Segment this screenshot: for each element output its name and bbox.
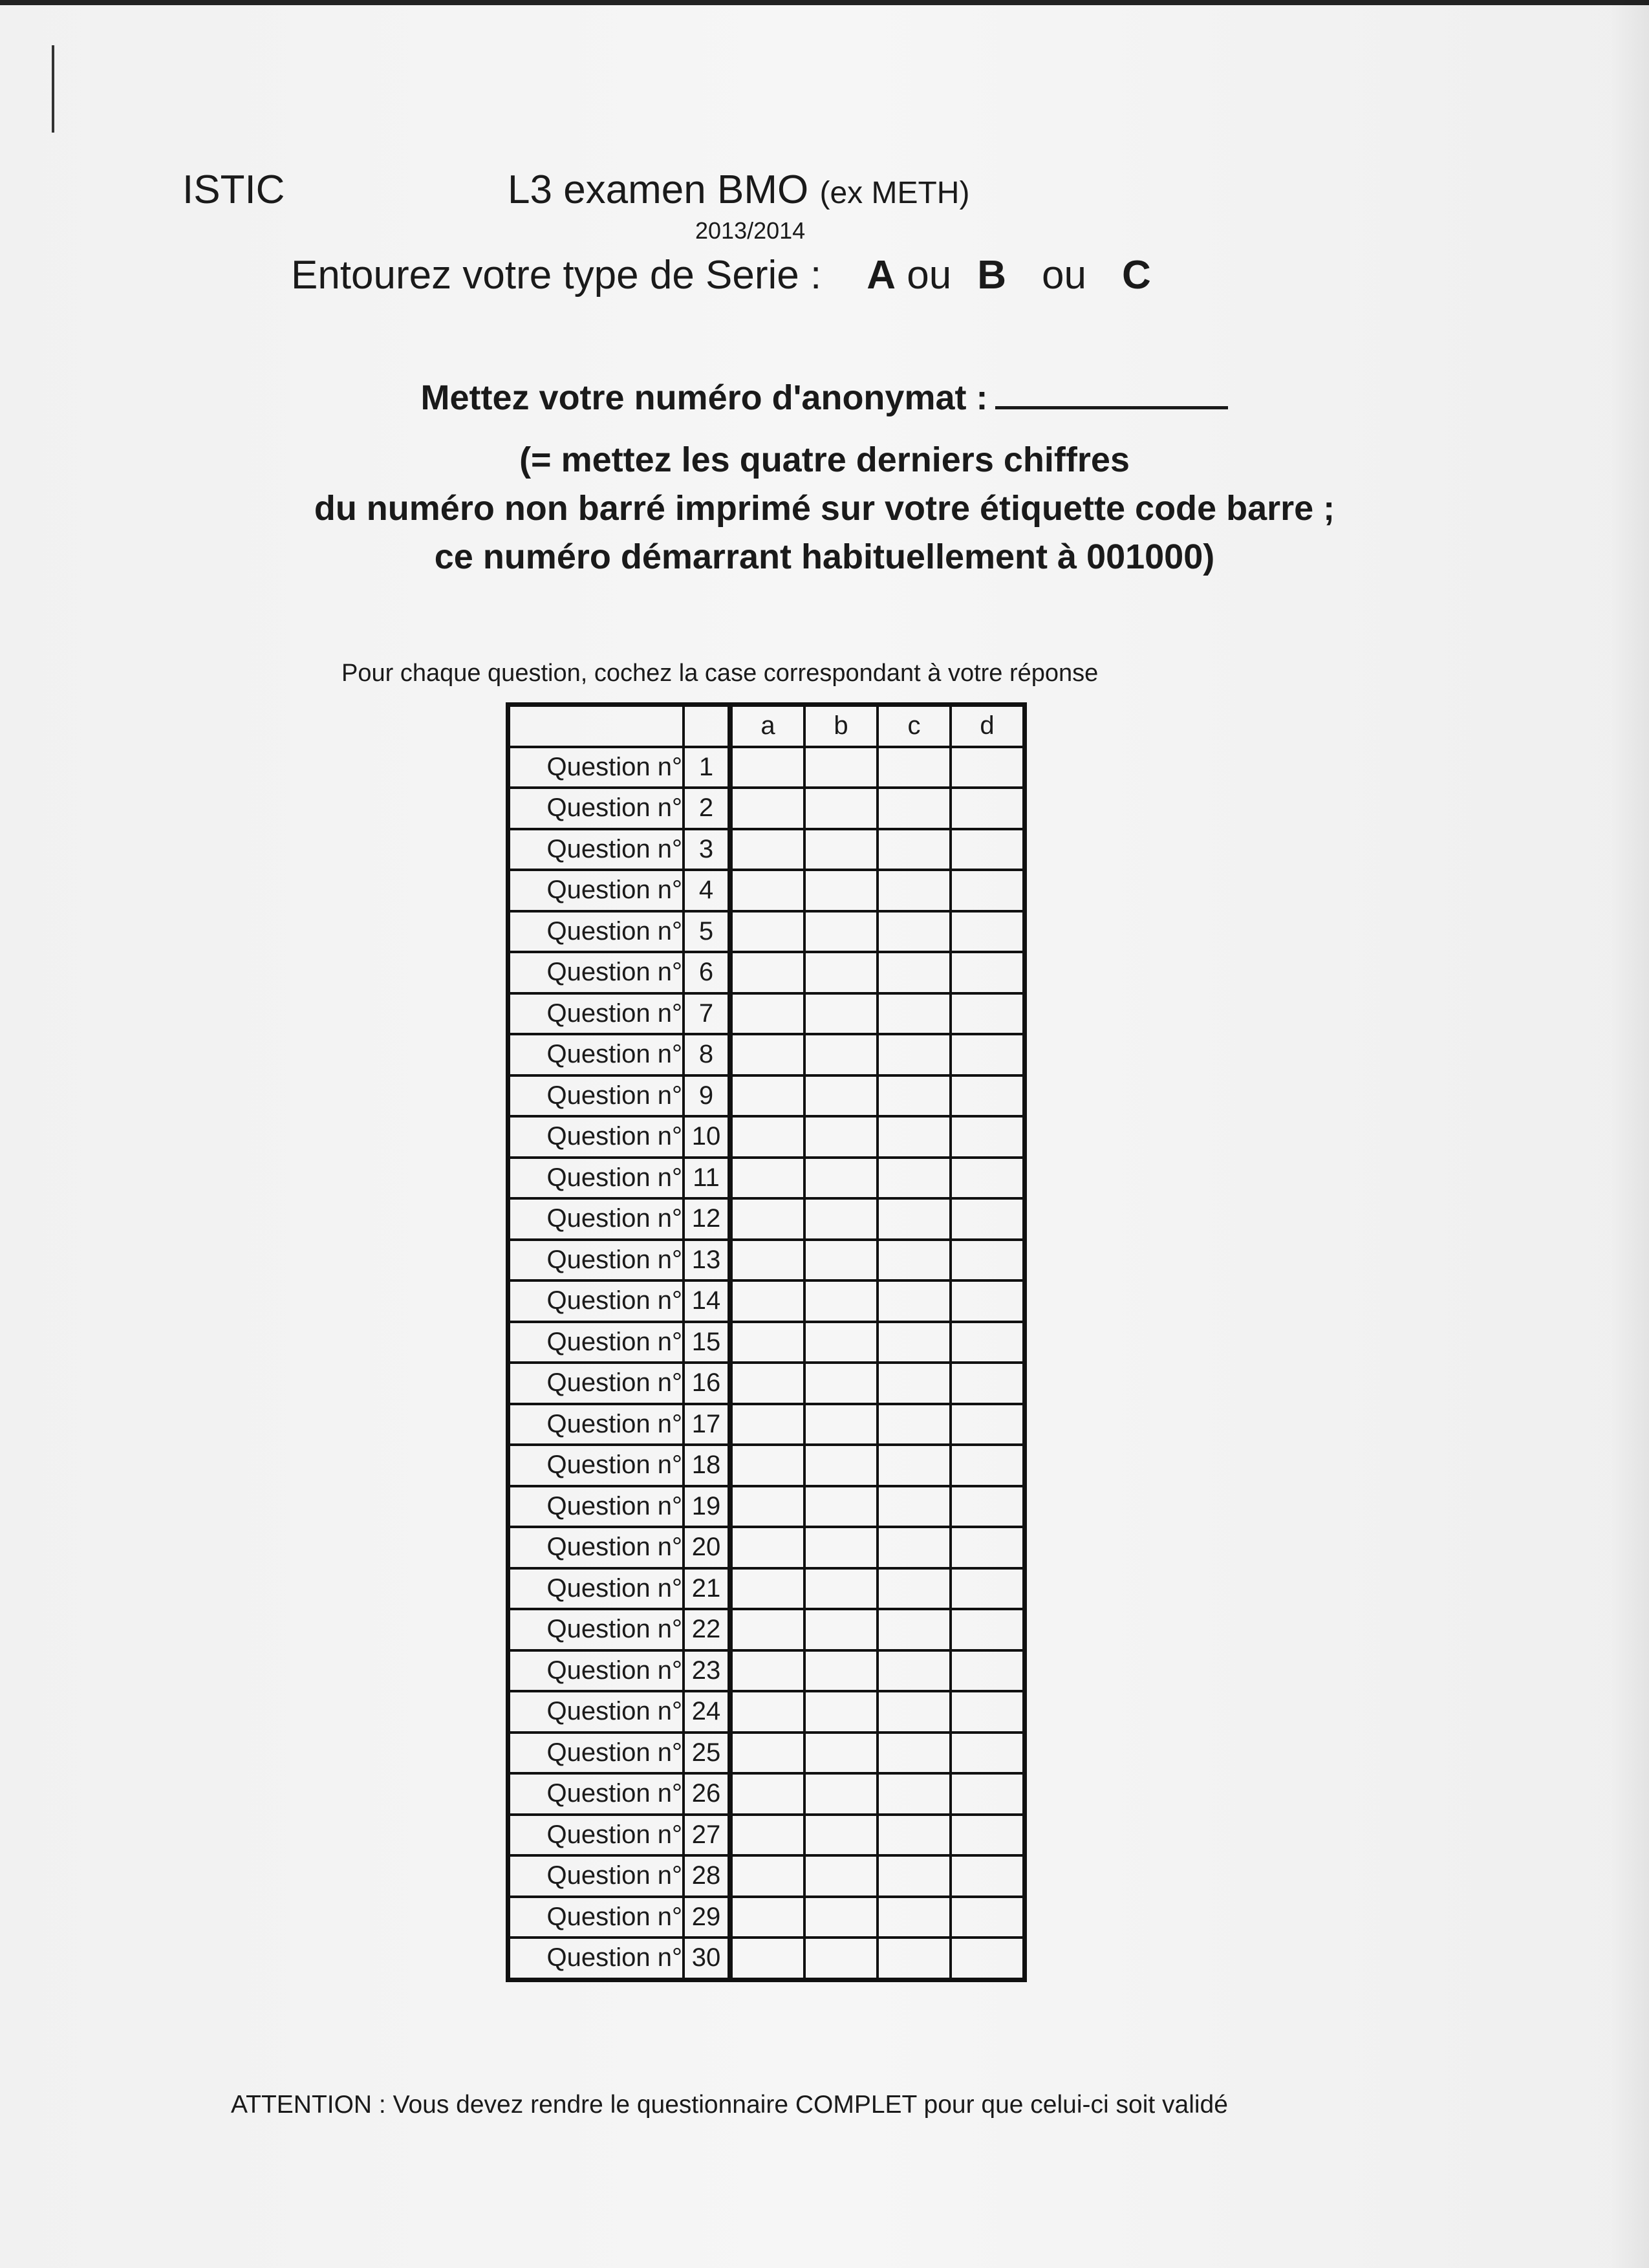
answer-checkbox-b[interactable] bbox=[804, 747, 878, 788]
question-number: 10 bbox=[684, 1116, 730, 1158]
question-label: Question n° bbox=[508, 1445, 684, 1486]
answer-checkbox-a[interactable] bbox=[730, 1733, 804, 1774]
question-number: 18 bbox=[684, 1445, 730, 1486]
question-number: 19 bbox=[684, 1486, 730, 1528]
question-label: Question n° bbox=[508, 788, 684, 829]
answer-checkbox-c[interactable] bbox=[878, 1609, 951, 1650]
question-label: Question n° bbox=[508, 1363, 684, 1404]
answer-checkbox-c[interactable] bbox=[878, 993, 951, 1035]
answer-checkbox-b[interactable] bbox=[804, 911, 878, 953]
column-a-header: a bbox=[730, 705, 804, 747]
anonymat-prompt: Mettez votre numéro d'anonymat : bbox=[420, 378, 988, 417]
answer-checkbox-b[interactable] bbox=[804, 1486, 878, 1528]
exam-title bbox=[508, 167, 969, 213]
answer-checkbox-c[interactable] bbox=[878, 829, 951, 870]
answer-checkbox-a[interactable] bbox=[730, 1527, 804, 1568]
column-c-header: c bbox=[878, 705, 951, 747]
anonymat-field bbox=[0, 375, 1649, 418]
anonymat-input-line[interactable] bbox=[995, 375, 1228, 409]
answer-checkbox-d[interactable] bbox=[951, 829, 1025, 870]
question-label: Question n° bbox=[508, 952, 684, 993]
answer-checkbox-d[interactable] bbox=[951, 1404, 1025, 1445]
table-row bbox=[508, 1404, 1025, 1445]
answer-checkbox-a[interactable] bbox=[730, 829, 804, 870]
answer-checkbox-d[interactable] bbox=[951, 870, 1025, 911]
answer-checkbox-a[interactable] bbox=[730, 1445, 804, 1486]
answer-checkbox-c[interactable] bbox=[878, 1240, 951, 1281]
answer-checkbox-c[interactable] bbox=[878, 788, 951, 829]
table-row bbox=[508, 1568, 1025, 1610]
table-row bbox=[508, 1691, 1025, 1733]
answer-checkbox-d[interactable] bbox=[951, 1486, 1025, 1528]
answer-checkbox-b[interactable] bbox=[804, 1240, 878, 1281]
answer-checkbox-b[interactable] bbox=[804, 1691, 878, 1733]
question-label: Question n° bbox=[508, 993, 684, 1035]
serie-option-c[interactable]: C bbox=[1121, 253, 1151, 297]
question-number: 28 bbox=[684, 1855, 730, 1897]
answer-checkbox-c[interactable] bbox=[878, 1322, 951, 1363]
table-row bbox=[508, 1773, 1025, 1815]
answer-checkbox-d[interactable] bbox=[951, 1445, 1025, 1486]
anonymat-instruction-3: ce numéro démarrant habituellement à 001000) bbox=[434, 537, 1215, 576]
answer-checkbox-c[interactable] bbox=[878, 952, 951, 993]
answer-checkbox-c[interactable] bbox=[878, 1280, 951, 1322]
question-number: 29 bbox=[684, 1897, 730, 1938]
table-row bbox=[508, 1322, 1025, 1363]
answer-checkbox-b[interactable] bbox=[804, 952, 878, 993]
answer-checkbox-c[interactable] bbox=[878, 1855, 951, 1897]
table-row bbox=[508, 952, 1025, 993]
answer-checkbox-c[interactable] bbox=[878, 1650, 951, 1692]
question-number: 20 bbox=[684, 1527, 730, 1568]
answer-checkbox-c[interactable] bbox=[878, 1116, 951, 1158]
answer-checkbox-d[interactable] bbox=[951, 1568, 1025, 1610]
table-row bbox=[508, 1116, 1025, 1158]
table-row bbox=[508, 1158, 1025, 1199]
answer-checkbox-b[interactable] bbox=[804, 1322, 878, 1363]
answer-checkbox-a[interactable] bbox=[730, 788, 804, 829]
answer-checkbox-a[interactable] bbox=[730, 870, 804, 911]
answer-checkbox-c[interactable] bbox=[878, 1527, 951, 1568]
column-d-header: d bbox=[951, 705, 1025, 747]
question-number: 15 bbox=[684, 1322, 730, 1363]
answer-checkbox-b[interactable] bbox=[804, 1609, 878, 1650]
answer-checkbox-a[interactable] bbox=[730, 1322, 804, 1363]
grid-header-row bbox=[508, 705, 1025, 747]
answer-checkbox-b[interactable] bbox=[804, 1445, 878, 1486]
table-row bbox=[508, 1363, 1025, 1404]
serie-or-1: ou bbox=[907, 253, 952, 297]
answer-checkbox-c[interactable] bbox=[878, 1158, 951, 1199]
answer-checkbox-a[interactable] bbox=[730, 1158, 804, 1199]
answer-checkbox-d[interactable] bbox=[951, 1897, 1025, 1938]
answer-checkbox-c[interactable] bbox=[878, 1363, 951, 1404]
answer-checkbox-b[interactable] bbox=[804, 1158, 878, 1199]
question-number: 14 bbox=[684, 1280, 730, 1322]
answer-checkbox-c[interactable] bbox=[878, 1938, 951, 1980]
answer-checkbox-b[interactable] bbox=[804, 829, 878, 870]
answer-checkbox-b[interactable] bbox=[804, 1116, 878, 1158]
table-row bbox=[508, 1733, 1025, 1774]
answer-checkbox-a[interactable] bbox=[730, 1691, 804, 1733]
question-label: Question n° bbox=[508, 1240, 684, 1281]
question-number: 30 bbox=[684, 1938, 730, 1980]
answer-checkbox-c[interactable] bbox=[878, 1773, 951, 1815]
answer-checkbox-a[interactable] bbox=[730, 1938, 804, 1980]
answer-checkbox-a[interactable] bbox=[730, 1855, 804, 1897]
answer-checkbox-a[interactable] bbox=[730, 1240, 804, 1281]
answer-checkbox-d[interactable] bbox=[951, 1075, 1025, 1117]
answer-checkbox-a[interactable] bbox=[730, 1568, 804, 1610]
answer-checkbox-c[interactable] bbox=[878, 1486, 951, 1528]
question-number: 3 bbox=[684, 829, 730, 870]
serie-or-2: ou bbox=[1042, 253, 1086, 297]
answer-checkbox-a[interactable] bbox=[730, 1486, 804, 1528]
answer-checkbox-a[interactable] bbox=[730, 1116, 804, 1158]
answer-checkbox-a[interactable] bbox=[730, 952, 804, 993]
margin-mark bbox=[52, 45, 54, 133]
table-row bbox=[508, 1240, 1025, 1281]
answer-checkbox-c[interactable] bbox=[878, 1897, 951, 1938]
table-row bbox=[508, 1280, 1025, 1322]
answer-checkbox-a[interactable] bbox=[730, 1075, 804, 1117]
answer-checkbox-a[interactable] bbox=[730, 747, 804, 788]
question-label: Question n° bbox=[508, 1158, 684, 1199]
table-row bbox=[508, 1815, 1025, 1856]
table-row bbox=[508, 1650, 1025, 1692]
answer-checkbox-a[interactable] bbox=[730, 1404, 804, 1445]
table-row bbox=[508, 829, 1025, 870]
answer-checkbox-b[interactable] bbox=[804, 993, 878, 1035]
anonymat-instruction-1: (= mettez les quatre derniers chiffres bbox=[519, 440, 1130, 479]
answer-checkbox-c[interactable] bbox=[878, 1075, 951, 1117]
question-label: Question n° bbox=[508, 1897, 684, 1938]
school-name: ISTIC bbox=[182, 167, 285, 212]
answer-checkbox-d[interactable] bbox=[951, 911, 1025, 953]
answer-checkbox-c[interactable] bbox=[878, 1198, 951, 1240]
question-number: 21 bbox=[684, 1568, 730, 1610]
column-b-header: b bbox=[804, 705, 878, 747]
answer-checkbox-b[interactable] bbox=[804, 1855, 878, 1897]
answer-checkbox-d[interactable] bbox=[951, 1240, 1025, 1281]
answer-checkbox-a[interactable] bbox=[730, 1280, 804, 1322]
exam-title-main: L3 examen BMO bbox=[508, 167, 809, 212]
answer-checkbox-d[interactable] bbox=[951, 952, 1025, 993]
question-number: 4 bbox=[684, 870, 730, 911]
serie-prompt: Entourez votre type de Serie : bbox=[291, 253, 822, 297]
answer-checkbox-d[interactable] bbox=[951, 788, 1025, 829]
answer-checkbox-a[interactable] bbox=[730, 1815, 804, 1856]
question-number: 22 bbox=[684, 1609, 730, 1650]
answer-checkbox-b[interactable] bbox=[804, 1075, 878, 1117]
answer-checkbox-a[interactable] bbox=[730, 1650, 804, 1692]
table-row bbox=[508, 1034, 1025, 1075]
question-label: Question n° bbox=[508, 1650, 684, 1692]
question-label: Question n° bbox=[508, 1486, 684, 1528]
answer-checkbox-d[interactable] bbox=[951, 747, 1025, 788]
answer-checkbox-a[interactable] bbox=[730, 911, 804, 953]
question-number: 6 bbox=[684, 952, 730, 993]
answer-checkbox-c[interactable] bbox=[878, 1568, 951, 1610]
table-row bbox=[508, 1897, 1025, 1938]
answer-checkbox-a[interactable] bbox=[730, 1198, 804, 1240]
table-row bbox=[508, 1855, 1025, 1897]
answer-checkbox-c[interactable] bbox=[878, 1404, 951, 1445]
answer-checkbox-d[interactable] bbox=[951, 1158, 1025, 1199]
table-row bbox=[508, 1527, 1025, 1568]
answer-checkbox-c[interactable] bbox=[878, 1691, 951, 1733]
answer-checkbox-d[interactable] bbox=[951, 1034, 1025, 1075]
question-number: 23 bbox=[684, 1650, 730, 1692]
table-row bbox=[508, 1938, 1025, 1980]
question-number: 8 bbox=[684, 1034, 730, 1075]
question-label: Question n° bbox=[508, 1733, 684, 1774]
question-number: 1 bbox=[684, 747, 730, 788]
question-label: Question n° bbox=[508, 1116, 684, 1158]
question-number: 13 bbox=[684, 1240, 730, 1281]
serie-option-a[interactable]: A bbox=[867, 253, 896, 297]
answer-checkbox-b[interactable] bbox=[804, 1034, 878, 1075]
answer-checkbox-b[interactable] bbox=[804, 1938, 878, 1980]
question-label: Question n° bbox=[508, 1773, 684, 1815]
answer-checkbox-b[interactable] bbox=[804, 1650, 878, 1692]
question-label: Question n° bbox=[508, 1322, 684, 1363]
grid-body bbox=[508, 747, 1025, 1980]
answer-checkbox-b[interactable] bbox=[804, 1815, 878, 1856]
answer-checkbox-d[interactable] bbox=[951, 1815, 1025, 1856]
answer-checkbox-a[interactable] bbox=[730, 993, 804, 1035]
answer-checkbox-b[interactable] bbox=[804, 1733, 878, 1774]
question-number: 2 bbox=[684, 788, 730, 829]
answer-checkbox-d[interactable] bbox=[951, 1733, 1025, 1774]
answer-checkbox-b[interactable] bbox=[804, 1773, 878, 1815]
scan-edge-line bbox=[0, 0, 1649, 5]
question-number: 11 bbox=[684, 1158, 730, 1199]
question-number: 12 bbox=[684, 1198, 730, 1240]
answer-checkbox-d[interactable] bbox=[951, 1773, 1025, 1815]
question-number: 26 bbox=[684, 1773, 730, 1815]
answer-checkbox-d[interactable] bbox=[951, 1198, 1025, 1240]
question-label: Question n° bbox=[508, 1855, 684, 1897]
answer-checkbox-c[interactable] bbox=[878, 1733, 951, 1774]
answer-checkbox-c[interactable] bbox=[878, 1034, 951, 1075]
table-row bbox=[508, 1609, 1025, 1650]
answer-checkbox-d[interactable] bbox=[951, 1691, 1025, 1733]
grid-instructions: Pour chaque question, cochez la case correspondant à votre réponse bbox=[341, 660, 1099, 687]
question-label: Question n° bbox=[508, 1075, 684, 1117]
question-number: 9 bbox=[684, 1075, 730, 1117]
serie-option-b[interactable]: B bbox=[977, 253, 1006, 297]
question-label: Question n° bbox=[508, 1568, 684, 1610]
table-row bbox=[508, 993, 1025, 1035]
question-number: 5 bbox=[684, 911, 730, 953]
table-row bbox=[508, 870, 1025, 911]
answer-checkbox-d[interactable] bbox=[951, 1938, 1025, 1980]
table-row bbox=[508, 788, 1025, 829]
table-row bbox=[508, 1198, 1025, 1240]
header-blank-label bbox=[508, 705, 684, 747]
table-row bbox=[508, 1486, 1025, 1528]
table-row bbox=[508, 911, 1025, 953]
header-blank-number bbox=[684, 705, 730, 747]
table-row bbox=[508, 747, 1025, 788]
answer-checkbox-a[interactable] bbox=[730, 1363, 804, 1404]
answer-checkbox-c[interactable] bbox=[878, 911, 951, 953]
question-label: Question n° bbox=[508, 911, 684, 953]
question-label: Question n° bbox=[508, 1691, 684, 1733]
question-label: Question n° bbox=[508, 829, 684, 870]
answer-checkbox-b[interactable] bbox=[804, 1198, 878, 1240]
question-number: 25 bbox=[684, 1733, 730, 1774]
answer-checkbox-c[interactable] bbox=[878, 1445, 951, 1486]
question-label: Question n° bbox=[508, 1198, 684, 1240]
academic-year: 2013/2014 bbox=[695, 217, 806, 244]
answer-checkbox-b[interactable] bbox=[804, 788, 878, 829]
question-label: Question n° bbox=[508, 870, 684, 911]
answer-checkbox-d[interactable] bbox=[951, 1116, 1025, 1158]
question-label: Question n° bbox=[508, 1609, 684, 1650]
answer-checkbox-c[interactable] bbox=[878, 1815, 951, 1856]
answer-checkbox-a[interactable] bbox=[730, 1609, 804, 1650]
answer-checkbox-d[interactable] bbox=[951, 1322, 1025, 1363]
question-number: 16 bbox=[684, 1363, 730, 1404]
answer-checkbox-b[interactable] bbox=[804, 870, 878, 911]
answer-checkbox-b[interactable] bbox=[804, 1404, 878, 1445]
question-number: 27 bbox=[684, 1815, 730, 1856]
table-row bbox=[508, 1075, 1025, 1117]
answer-checkbox-d[interactable] bbox=[951, 1650, 1025, 1692]
question-label: Question n° bbox=[508, 1938, 684, 1980]
question-number: 24 bbox=[684, 1691, 730, 1733]
answer-checkbox-a[interactable] bbox=[730, 1034, 804, 1075]
question-label: Question n° bbox=[508, 1527, 684, 1568]
table-row bbox=[508, 1445, 1025, 1486]
answer-checkbox-b[interactable] bbox=[804, 1568, 878, 1610]
answer-grid bbox=[506, 702, 1027, 1982]
exam-title-paren: (ex METH) bbox=[819, 176, 970, 210]
question-label: Question n° bbox=[508, 1404, 684, 1445]
answer-checkbox-b[interactable] bbox=[804, 1280, 878, 1322]
answer-checkbox-d[interactable] bbox=[951, 1855, 1025, 1897]
answer-checkbox-b[interactable] bbox=[804, 1897, 878, 1938]
answer-checkbox-b[interactable] bbox=[804, 1527, 878, 1568]
answer-checkbox-c[interactable] bbox=[878, 747, 951, 788]
question-number: 7 bbox=[684, 993, 730, 1035]
answer-checkbox-d[interactable] bbox=[951, 1363, 1025, 1404]
answer-checkbox-a[interactable] bbox=[730, 1773, 804, 1815]
question-label: Question n° bbox=[508, 1815, 684, 1856]
anonymat-instruction-2: du numéro non barré imprimé sur votre étiquette code barre ; bbox=[314, 489, 1335, 528]
question-label: Question n° bbox=[508, 1280, 684, 1322]
answer-checkbox-b[interactable] bbox=[804, 1363, 878, 1404]
question-number: 17 bbox=[684, 1404, 730, 1445]
answer-checkbox-d[interactable] bbox=[951, 993, 1025, 1035]
answer-checkbox-d[interactable] bbox=[951, 1280, 1025, 1322]
answer-checkbox-d[interactable] bbox=[951, 1609, 1025, 1650]
attention-note: ATTENTION : Vous devez rendre le questionnaire COMPLET pour que celui-ci soit validé bbox=[231, 2091, 1228, 2119]
question-label: Question n° bbox=[508, 747, 684, 788]
answer-checkbox-d[interactable] bbox=[951, 1527, 1025, 1568]
page-edge-shadow bbox=[1610, 0, 1649, 2268]
serie-selector bbox=[291, 252, 1151, 298]
question-label: Question n° bbox=[508, 1034, 684, 1075]
answer-checkbox-a[interactable] bbox=[730, 1897, 804, 1938]
answer-checkbox-c[interactable] bbox=[878, 870, 951, 911]
